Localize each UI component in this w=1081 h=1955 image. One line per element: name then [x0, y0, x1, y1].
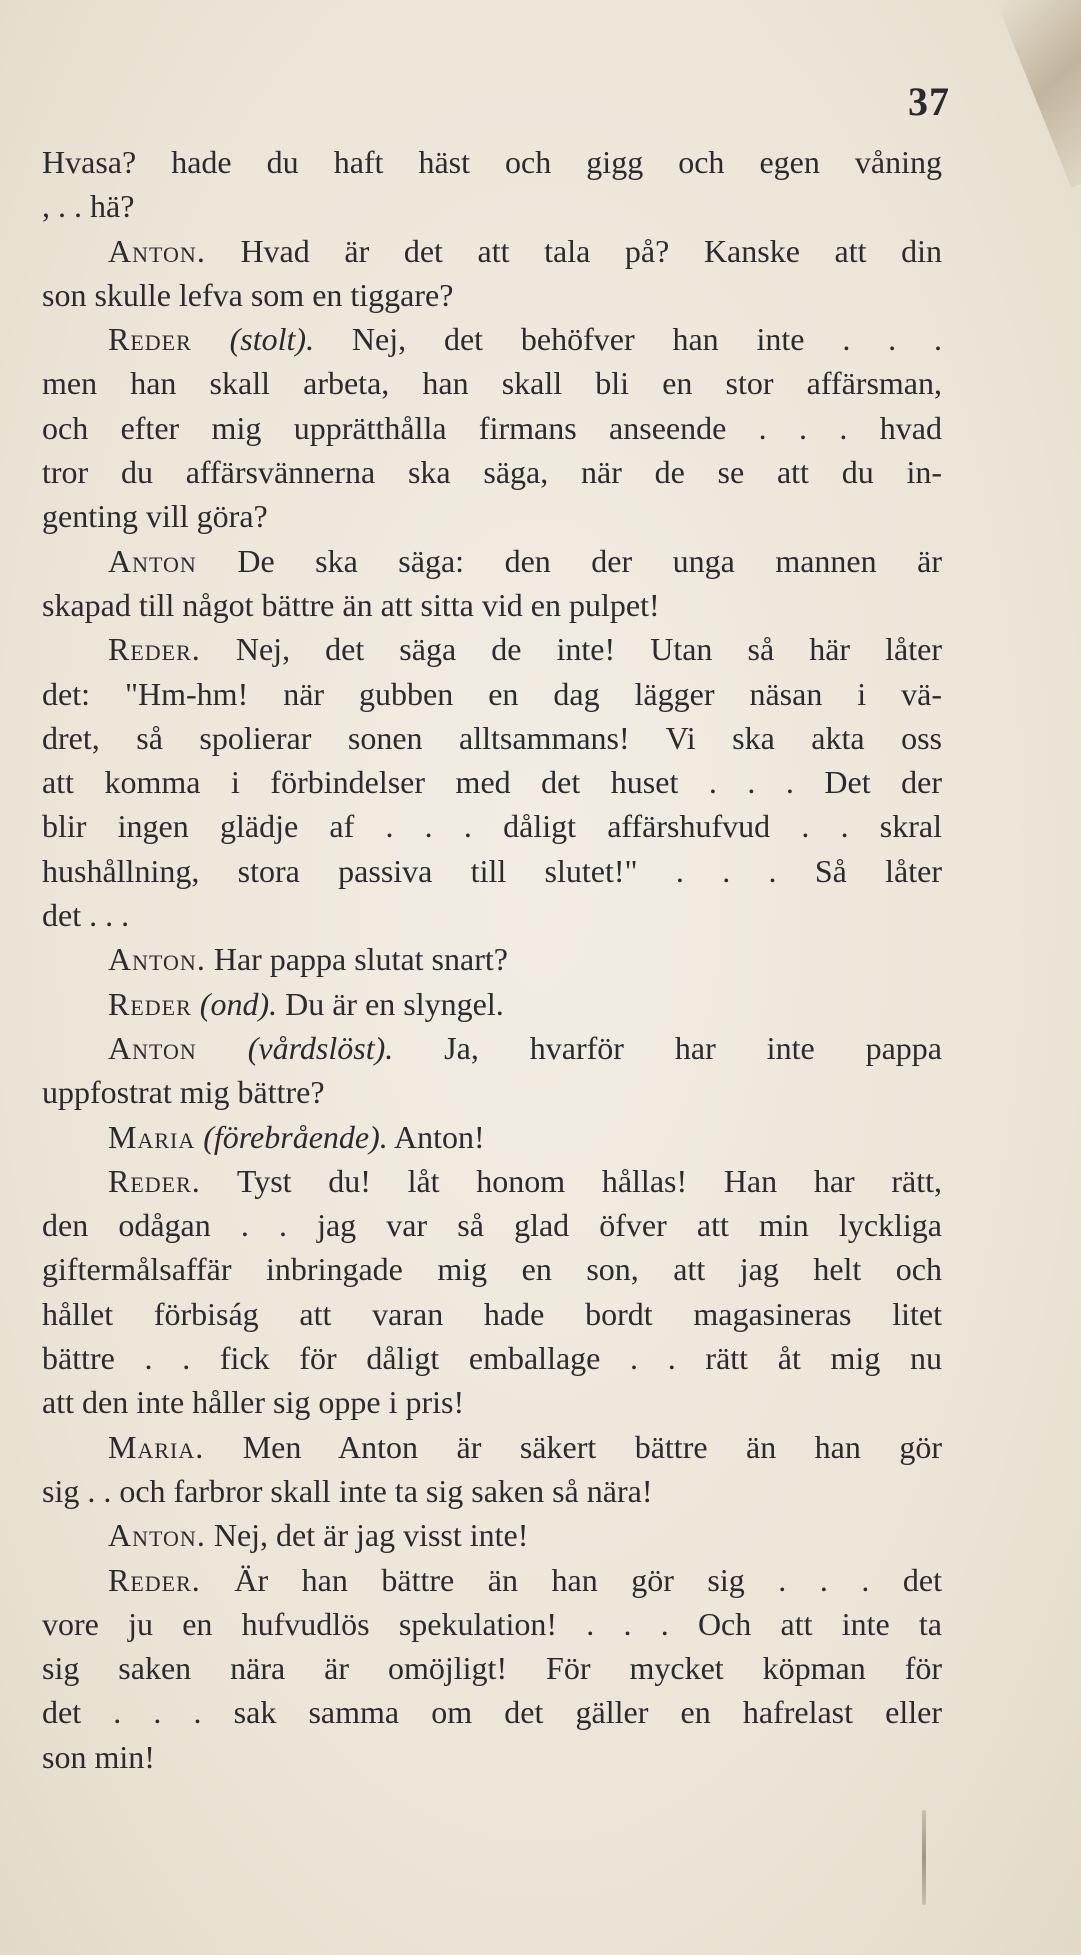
- text-line: Hvasa? hade du haft häst och gigg och egen våning: [42, 144, 942, 180]
- text-line: , . . hä?: [42, 188, 135, 225]
- text-line: blir ingen glädje af . . . dåligt affärshufvud . . skral: [42, 808, 942, 845]
- text-line: dret, så spolierar sonen alltsammans! Vi ska akta oss: [42, 719, 942, 756]
- stage-direction: (vårdslöst).: [247, 1029, 394, 1066]
- speaker-name: Anton.: [108, 1517, 206, 1554]
- text-line: den odågan . . jag var så glad öfver att min lyckliga: [42, 1207, 942, 1244]
- text-line: Reder. Är han bättre än han gör sig . . . det: [108, 1561, 942, 1598]
- page-text: [42, 140, 942, 1779]
- text-line: Reder. Nej, det säga de inte! Utan så här låter: [108, 631, 942, 668]
- text-line: det: "Hm-hm! när gubben en dag lägger näsan i vä-: [42, 675, 942, 712]
- corner-stain: [996, 0, 1081, 188]
- stage-direction: (ond).: [199, 985, 278, 1022]
- speaker-name: Maria.: [108, 1428, 205, 1465]
- stage-direction: (stolt).: [229, 321, 315, 358]
- speaker-name: Anton.: [108, 941, 206, 978]
- text-line: vore ju en hufvudlös spekulation! . . . Och att inte ta: [42, 1605, 942, 1642]
- speaker-name: Reder: [108, 321, 192, 358]
- text-line: giftermålsaffär inbringade mig en son, att jag helt och: [42, 1251, 942, 1288]
- stage-direction: (förebrående).: [203, 1118, 388, 1155]
- speaker-name: Anton: [108, 1029, 197, 1066]
- speaker-name: Anton: [108, 542, 197, 579]
- text-line: att komma i förbindelser med det huset . . . Det der: [42, 764, 942, 801]
- text-line: sig saken nära är omöjligt! För mycket köpman för: [42, 1650, 942, 1687]
- text-line: Anton. Har pappa slutat snart?: [108, 941, 508, 978]
- text-line: Anton. Hvad är det att tala på? Kanske att din: [108, 232, 942, 269]
- text-line: son skulle lefva som en tiggare?: [42, 276, 454, 313]
- text-line: sig . . och farbror skall inte ta sig saken så nära!: [42, 1472, 653, 1509]
- page-number: 37: [908, 79, 950, 124]
- text-line: Anton. Nej, det är jag visst inte!: [108, 1517, 529, 1554]
- text-line: Anton De ska säga: den der unga mannen är: [108, 542, 942, 579]
- text-line: det . . . sak samma om det gäller en hafrelast eller: [42, 1694, 942, 1731]
- speaker-name: Anton.: [108, 232, 206, 269]
- speaker-name: Reder: [108, 985, 192, 1022]
- text-line: Maria (förebrående). Anton!: [108, 1118, 485, 1155]
- text-line: Maria. Men Anton är säkert bättre än han gör: [108, 1428, 942, 1465]
- text-line: och efter mig upprätthålla firmans anseende . . . hvad: [42, 409, 942, 446]
- text-line: Anton (vårdslöst). Ja, hvarför har inte pappa: [108, 1029, 942, 1066]
- text-line: det . . .: [42, 897, 130, 934]
- speaker-name: Reder.: [108, 1561, 201, 1598]
- text-line: att den inte håller sig oppe i pris!: [42, 1384, 465, 1421]
- text-line: men han skall arbeta, han skall bli en stor affärsman,: [42, 365, 942, 402]
- text-line: Reder (ond). Du är en slyngel.: [108, 985, 504, 1022]
- text-line: son min!: [42, 1738, 155, 1775]
- text-line: uppfostrat mig bättre?: [42, 1074, 325, 1111]
- text-line: bättre . . fick för dåligt emballage . . rätt åt mig nu: [42, 1340, 942, 1377]
- text-line: tror du affärsvännerna ska säga, när de se att du in-: [42, 454, 942, 491]
- text-line: skapad till något bättre än att sitta vid en pulpet!: [42, 586, 660, 623]
- text-line: Reder. Tyst du! låt honom hållas! Han har rätt,: [108, 1162, 942, 1199]
- text-line: hushållning, stora passiva till slutet!" . . . Så låter: [42, 852, 942, 889]
- paper-mark: [922, 1810, 926, 1905]
- text-line: Reder (stolt). Nej, det behöfver han inte . . .: [108, 321, 943, 358]
- speaker-name: Reder.: [108, 631, 201, 668]
- speaker-name: Reder.: [108, 1162, 201, 1199]
- speaker-name: Maria: [108, 1118, 196, 1155]
- text-line: hållet förbiság att varan hade bordt magasineras litet: [42, 1295, 942, 1332]
- text-line: genting vill göra?: [42, 498, 268, 535]
